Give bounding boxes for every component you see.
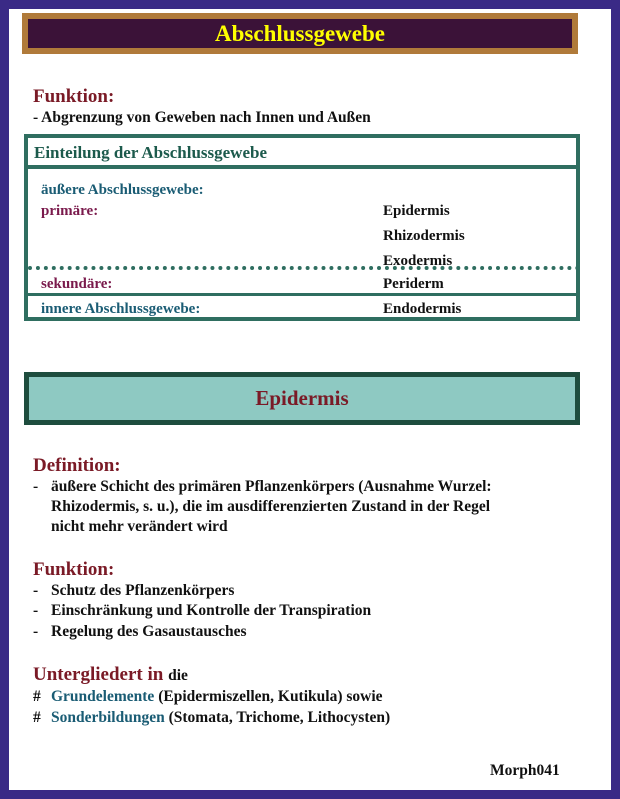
primary-label: primäre: (41, 203, 99, 219)
list-dash: - (33, 582, 39, 599)
table-header (28, 138, 576, 169)
definition-dash: - (33, 478, 39, 495)
inner-label: innere Abschlussgewebe: (41, 301, 201, 317)
primary-value: Rhizodermis (383, 228, 465, 244)
list-dash: - (33, 623, 39, 640)
outer-label: äußere Abschlussgewebe: (41, 182, 204, 198)
dotted-divider (28, 266, 580, 270)
inner-value: Endodermis (383, 301, 462, 317)
untergliedert-heading (33, 664, 188, 686)
term-detail: (Stomata, Trichome, Lithocysten) (164, 709, 391, 726)
list-item (51, 709, 390, 727)
secondary-label: sekundäre: (41, 276, 113, 292)
term: Sonderbildungen (51, 709, 165, 726)
definition-line: Rhizodermis, s. u.), die im ausdifferenzierten Zustand in der Regel (51, 498, 491, 515)
list-item (51, 688, 383, 706)
untergliedert-suffix: die (168, 667, 188, 684)
list-item: Regelung des Gasaustausches (51, 623, 247, 640)
funktion-heading: Funktion: (33, 86, 115, 107)
term-detail: (Epidermiszellen, Kutikula) sowie (154, 688, 383, 705)
page-title: Abschlussgewebe (215, 20, 385, 46)
table-title: Einteilung der Abschlussgewebe (34, 143, 268, 162)
list-item: Schutz des Pflanzenkörpers (51, 582, 235, 599)
untergliedert-title: Untergliedert in (33, 664, 164, 685)
title-banner (22, 13, 578, 54)
bullet-hash: # (33, 688, 41, 705)
section-title: Epidermis (255, 386, 349, 410)
epidermis-banner (24, 372, 580, 425)
funktion-line: - Abgrenzung von Geweben nach Innen und Außen (33, 109, 371, 126)
primary-value: Epidermis (383, 203, 450, 219)
list-item: Einschränkung und Kontrolle der Transpiration (51, 602, 372, 619)
term: Grundelemente (51, 688, 155, 705)
primary-value: Exodermis (383, 253, 453, 269)
funktion2-heading: Funktion: (33, 559, 115, 580)
definition-line: nicht mehr verändert wird (51, 518, 228, 535)
solid-divider (28, 293, 580, 296)
secondary-value: Periderm (383, 276, 444, 292)
definition-line: äußere Schicht des primären Pflanzenkörpers (Ausnahme Wurzel: (51, 478, 492, 495)
definition-heading: Definition: (33, 455, 121, 476)
footer-code: Morph041 (490, 762, 560, 779)
bullet-hash: # (33, 709, 41, 726)
list-dash: - (33, 602, 39, 619)
